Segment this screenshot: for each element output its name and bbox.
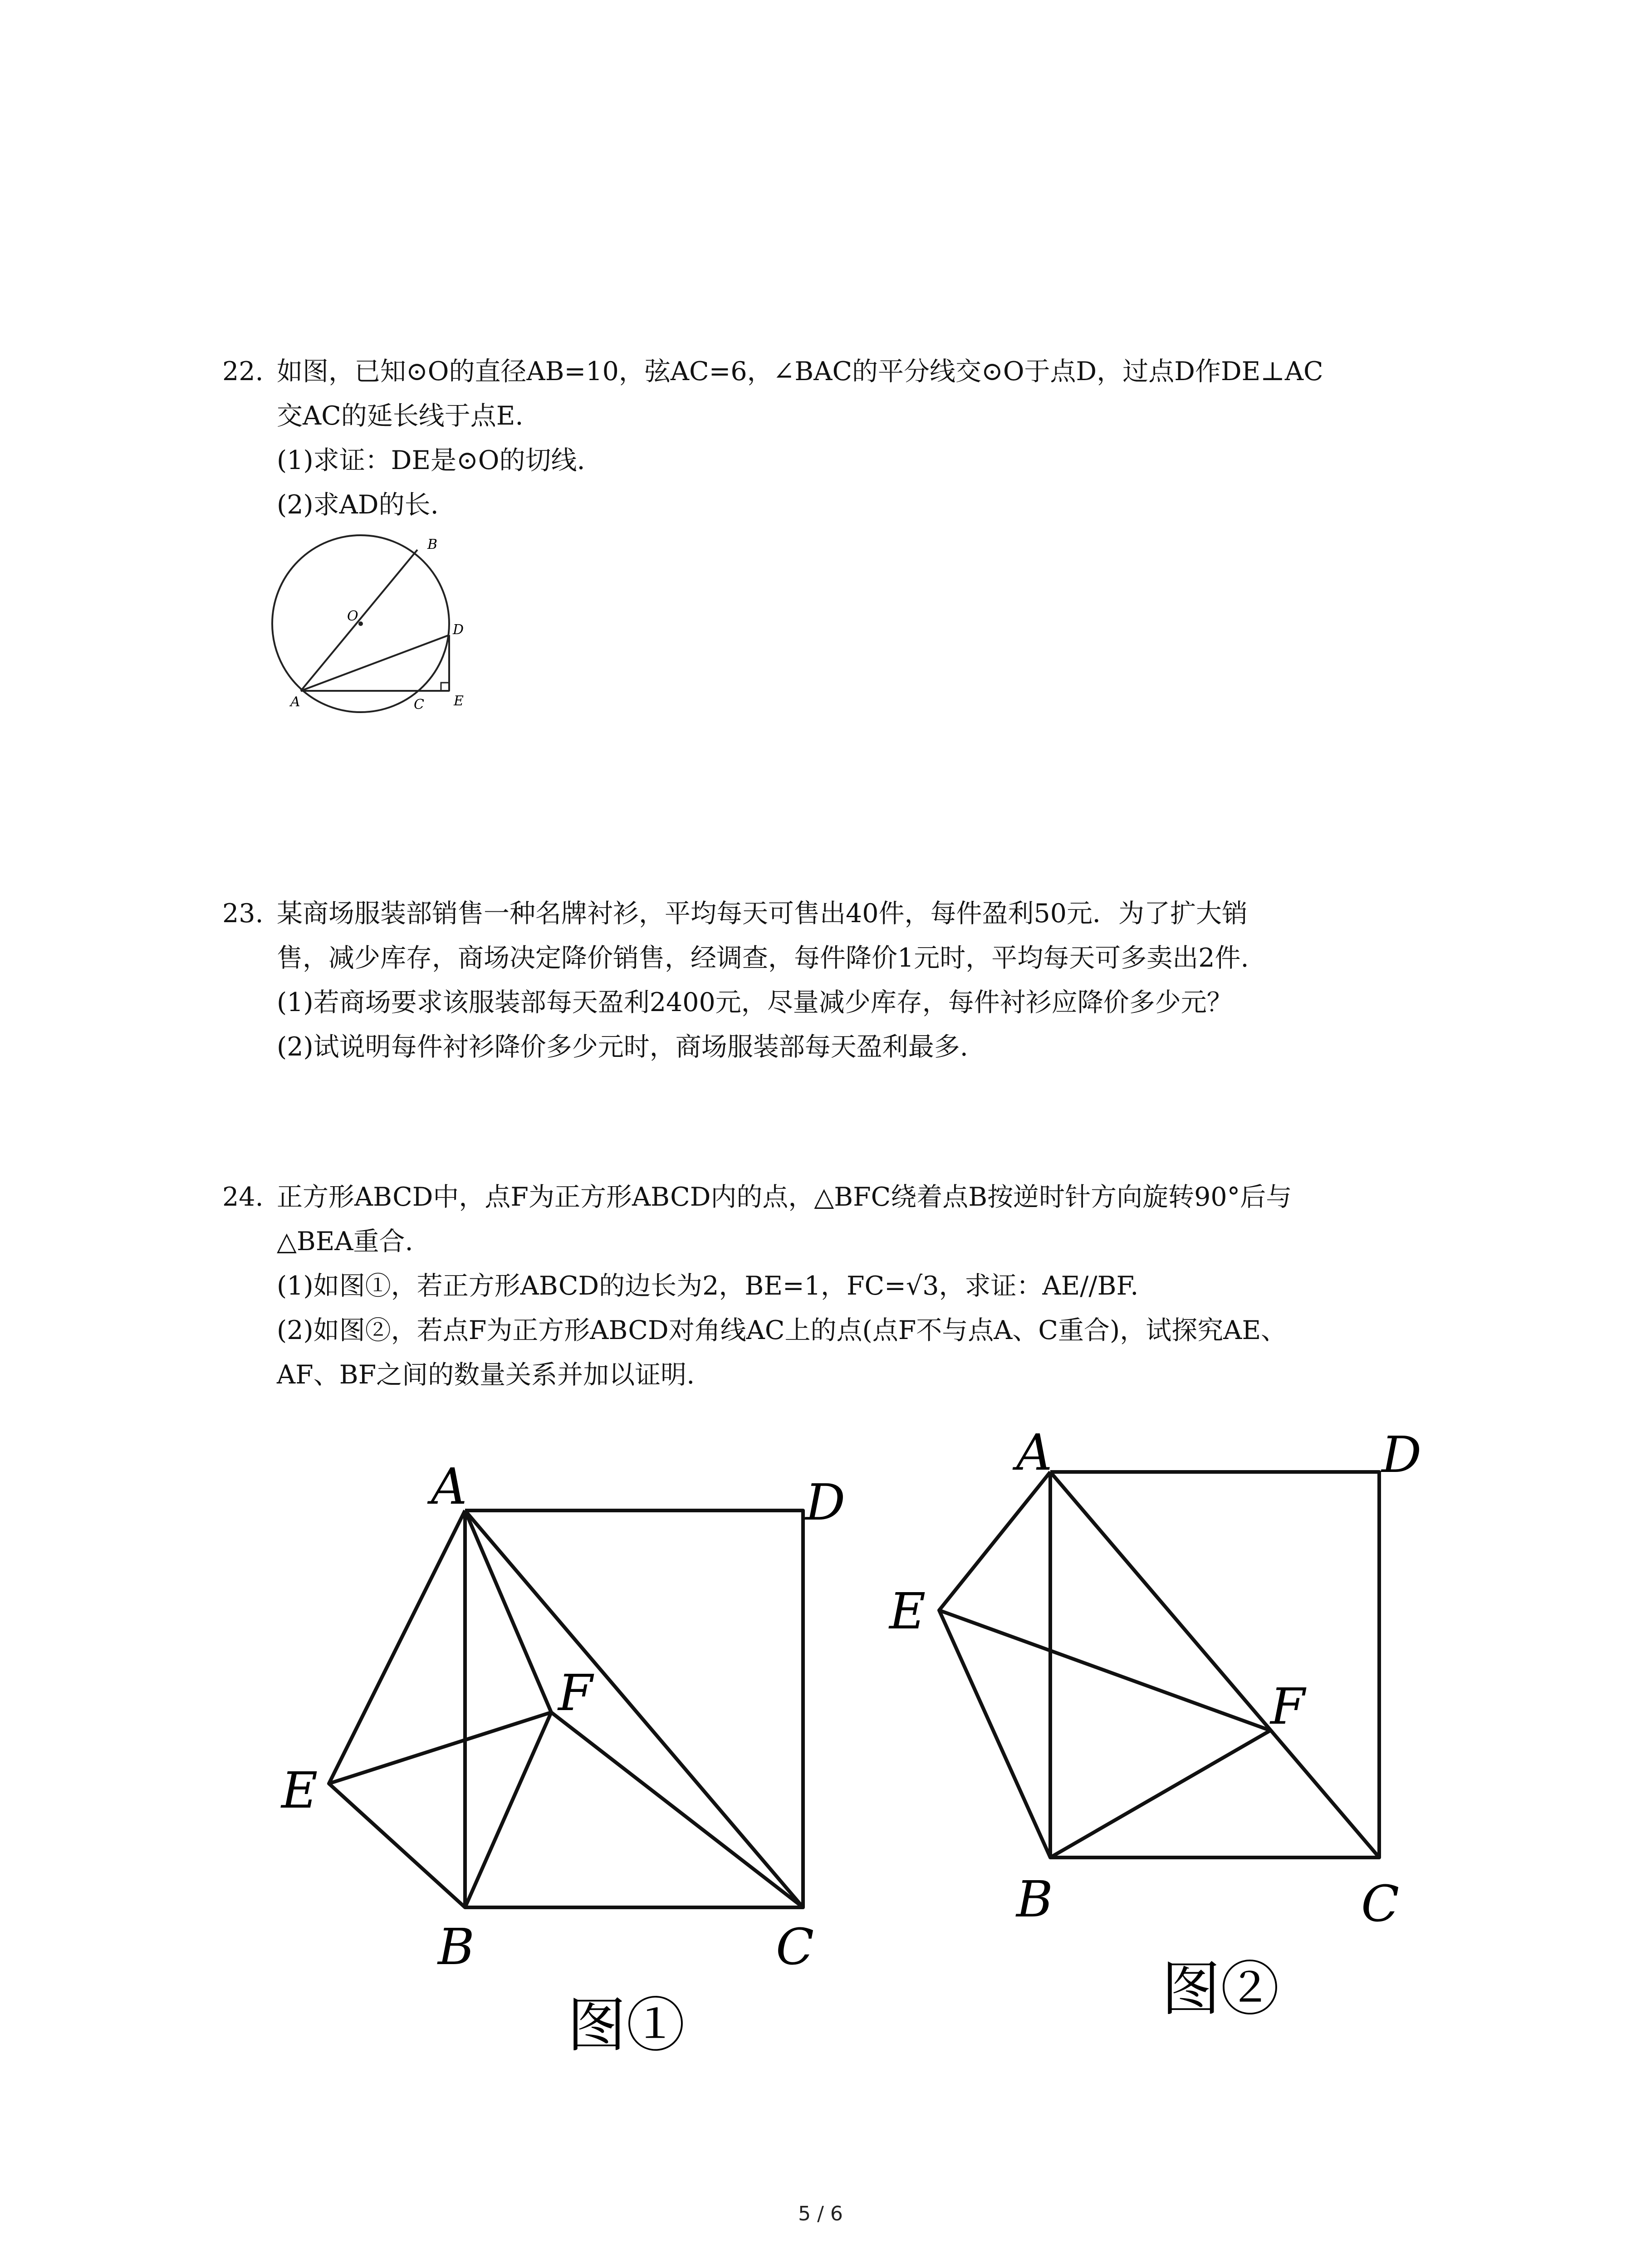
question-23 <box>222 891 1447 1069</box>
fig2-label-a: A <box>1016 1423 1053 1481</box>
q24-part-2-line-2: AF、BF之间的数量关系并加以证明. <box>277 1360 695 1390</box>
q22-circle-figure <box>268 531 495 721</box>
q24-line-2: △BEA重合. <box>277 1227 413 1256</box>
q22-label-e: E <box>454 693 464 709</box>
fig2-label-b: B <box>1016 1870 1053 1928</box>
fig1-label-a: A <box>431 1457 467 1515</box>
q24-part-2-line-1: (2)如图②，若点F为正方形ABCD对角线AC上的点(点F不与点A、C重合)，试探究AE、 <box>277 1315 1287 1345</box>
fig1-label-e: E <box>281 1761 318 1819</box>
q22-part-2: (2)求AD的长. <box>277 490 439 520</box>
q22-label-c: C <box>414 697 424 713</box>
q22-line-2: 交AC的延长线于点E. <box>277 401 524 431</box>
question-22 <box>222 349 1447 527</box>
fig1-label-f: F <box>558 1664 593 1722</box>
q24-line-1: 24. 正方形ABCD中，点F为正方形ABCD内的点，△BFC绕着点B按逆时针方向旋转90°后与 <box>222 1175 1447 1219</box>
fig2-label-e: E <box>889 1582 926 1640</box>
q22-part-1: (1)求证：DE是⊙O的切线. <box>277 445 585 475</box>
fig1-label-d: D <box>805 1473 846 1531</box>
q22-label-d: D <box>453 622 464 638</box>
q23-line-1: 23. 某商场服装部销售一种名牌衬衫，平均每天可售出40件，每件盈利50元．为了扩大销 <box>222 891 1447 936</box>
q23-number: 23. <box>222 899 264 929</box>
q24-number: 24. <box>222 1182 264 1212</box>
page-number: 5 / 6 <box>798 2202 843 2225</box>
q22-label-b: B <box>427 537 438 552</box>
fig1-caption: 图① <box>567 1991 686 2060</box>
q24-figure-2 <box>871 1420 1506 2046</box>
fig2-label-f: F <box>1270 1677 1305 1735</box>
q24-part-1: (1)如图①，若正方形ABCD的边长为2，BE=1，FC=√3，求证：AE//BF. <box>277 1271 1139 1301</box>
fig1-label-c: C <box>776 1918 814 1976</box>
question-24 <box>222 1175 1447 1397</box>
q24-figure-1 <box>254 1442 889 2068</box>
q22-label-o: O <box>347 608 358 624</box>
fig1-label-b: B <box>438 1918 475 1976</box>
q23-part-1: (1)若商场要求该服装部每天盈利2400元，尽量减少库存，每件衬衫应降价多少元？ <box>277 987 1233 1017</box>
q23-line-2: 售，减少库存，商场决定降价销售，经调查，每件降价1元时，平均每天可多卖出2件. <box>277 943 1249 973</box>
fig2-label-c: C <box>1361 1875 1400 1933</box>
q23-part-2: (2)试说明每件衬衫降价多少元时，商场服装部每天盈利最多. <box>277 1032 968 1062</box>
q22-label-a: A <box>290 694 300 710</box>
fig2-label-d: D <box>1381 1426 1422 1484</box>
q22-number: 22. <box>222 357 264 386</box>
q22-line-1: 22. 如图，已知⊙O的直径AB=10，弦AC=6，∠BAC的平分线交⊙O于点D，过点D作DE⊥AC <box>222 349 1447 394</box>
fig2-caption: 图② <box>1161 1955 1280 2024</box>
